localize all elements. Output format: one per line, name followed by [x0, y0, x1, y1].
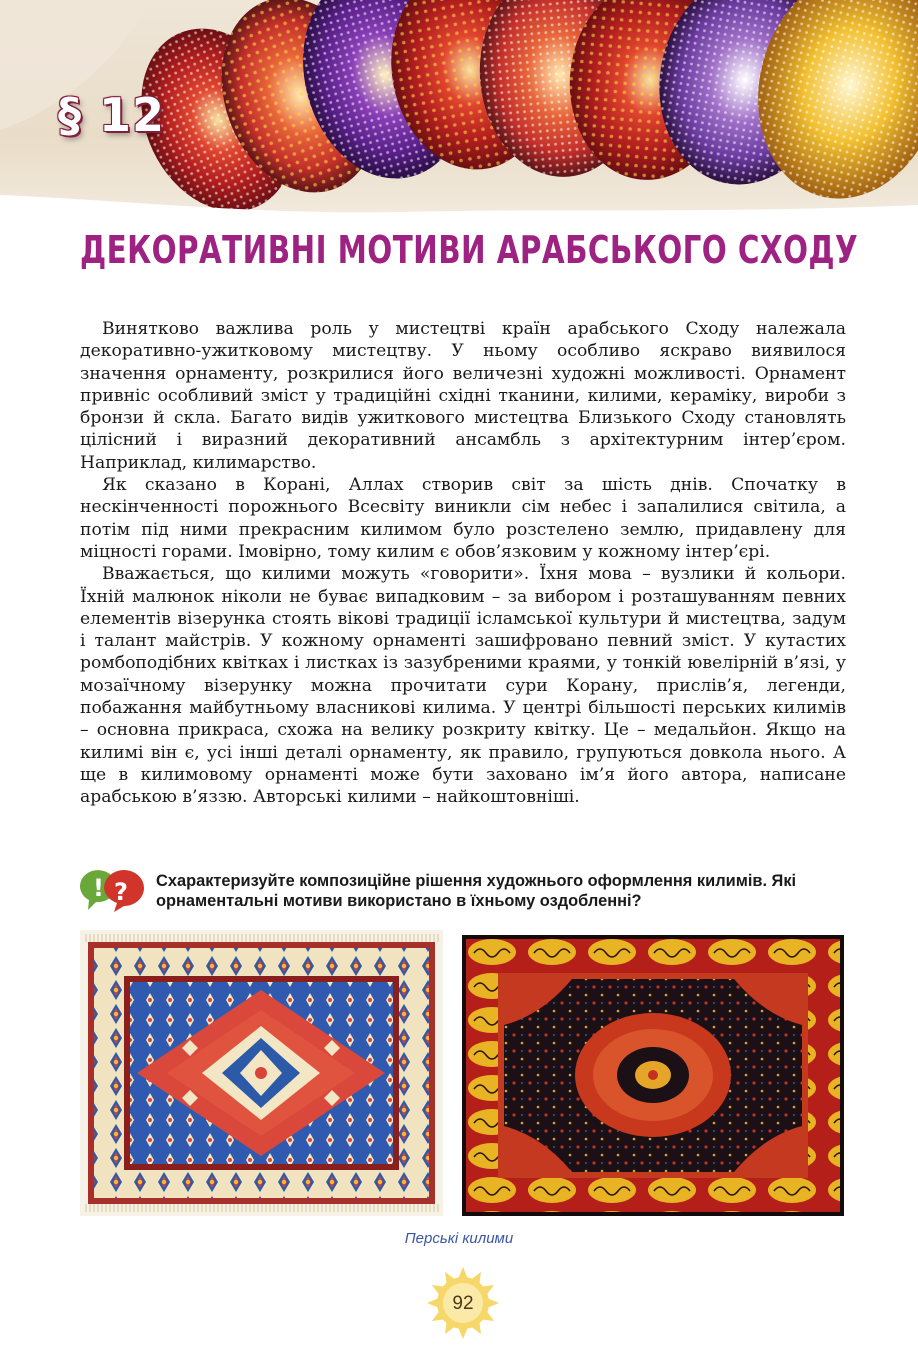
page-number: 92: [452, 1293, 474, 1314]
question-text: Схарактеризуйте композиційне рішення художнього оформлення килимів. Які орнаментальні мотиви використано в їхньому оздобленні?: [156, 872, 797, 910]
body-text: [80, 318, 846, 809]
paragraph-2: Як сказано в Корані, Аллах створив світ за шість днів. Спочатку в нескінченності порожнього Всесвіту виникли сім небес і запалилися світила, а потім під ними прекрасним килимом було розстелено землю, придавлену для міцності горами. Імовірно, тому килим є обов’язковим у кожному інтер’єрі.: [80, 475, 846, 562]
exclamation-question-bubbles-icon: [76, 866, 148, 912]
paragraph-3: Вважається, що килими можуть «говорити». Їхня мова – вузлики й кольори. Їхній малюнок ніколи не буває випадковим – за вибором і розташуванням певних елементів візерунка стоять вікові традиції ісламської культури й мистецтва, задум і талант майстрів. У кожному орнаменті зашифровано певний зміст. У кутастих ромбоподібних квітках і листках із зазубреними краями, у тонкій ювелірній в’язі, у мозаїчному візерунку можна прочитати сури Корану, прислів’я, легенди, побажання майбутньому власникові килима. У центрі більшості перських килимів – основна прикраса, схожа на велику розкриту квітку. Це – медальйон. Якщо на килимі він є, усі інші деталі орнаменту, як правило, групуються довкола нього. А ще в килимовому орнаменті може бути заховано ім’я його автора, написане арабською в’яззю. Авторські килими – найкоштовніші.: [80, 564, 846, 808]
image-caption: Перські килими: [404, 1230, 514, 1247]
svg-text:?: ?: [114, 878, 128, 906]
paragraph-1: Винятково важлива роль у мистецтві країн арабського Сходу належала декоративно-ужитковому мистецтву. У ньому особливо яскраво виявилося значення орнаменту, розкрилися його величезні художні можливості. Орнамент привніс особливий зміст у традиційні східні тканини, килими, кераміку, вироби з бронзи й скла. Багато видів ужиткового мистецтва Близького Сходу становлять цілісний і виразний декоративний ансамбль з архітектурним інтер’єром. Наприклад, килимарство.: [80, 319, 846, 473]
svg-text:!: !: [93, 874, 104, 902]
page-title: ДЕКОРАТИВНІ МОТИВИ АРАБСЬКОГО СХОДУ: [80, 228, 859, 272]
persian-carpet-medallion-image: [80, 930, 443, 1216]
section-number: § 12: [58, 88, 166, 142]
header-banner: [0, 0, 918, 225]
persian-carpet-calligraphy-image: [462, 935, 844, 1216]
